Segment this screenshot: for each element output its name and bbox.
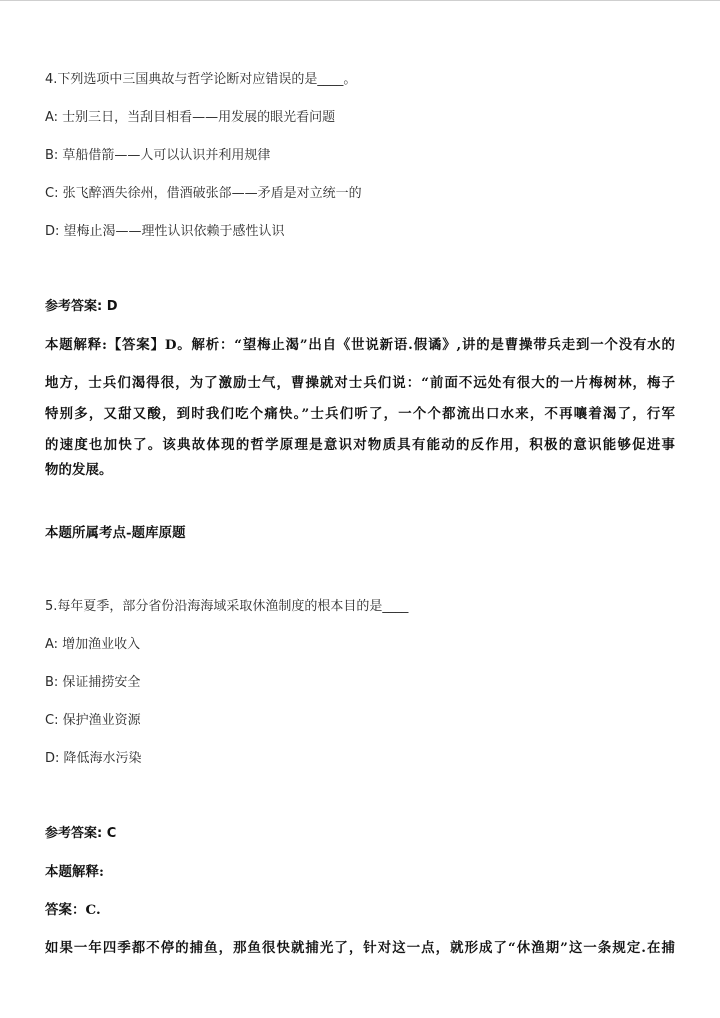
q5-answer: 参考答案: C [45,826,117,841]
q4-question: 4.下列选项中三国典故与哲学论断对应错误的是____。 [45,72,357,87]
q5-explanation-label: 本题解释: [45,864,105,880]
q5-explanation-line-1: 如果一年四季都不停的捕鱼，那鱼很快就捕光了，针对这一点，就形成了“休渔期”这一条规定.在捕 [45,940,675,956]
q4-explanation-line-3: 特别多，又甜又酸，到时我们吃个痛快。”士兵们听了，一个个都流出口水来，不再嚷着渴了，行军 [45,406,675,422]
q5-option-b: B: 保证捕捞安全 [45,675,141,690]
q4-option-a: A: 士别三日，当刮目相看——用发展的眼光看问题 [45,110,336,125]
q4-option-d: D: 望梅止渴——理性认识依赖于感性认识 [45,224,285,239]
q4-explanation-line-2: 地方，士兵们渴得很，为了激励士气，曹操就对士兵们说：“前面不远处有很大的一片梅树林，梅子 [45,375,675,391]
q4-topic: 本题所属考点-题库原题 [45,525,186,541]
q4-answer: 参考答案: D [45,299,118,314]
page-top-border [0,0,720,1]
q4-option-b: B: 草船借箭——人可以认识并利用规律 [45,148,271,163]
q5-option-a: A: 增加渔业收入 [45,637,141,652]
q4-explanation-line-1: 本题解释:【答案】D。解析：“望梅止渴”出自《世说新语.假谲》,讲的是曹操带兵走到一个没有水的 [45,337,675,353]
q5-question: 5.每年夏季，部分省份沿海海域采取休渔制度的根本目的是____ [45,599,409,614]
q4-option-c: C: 张飞醉酒失徐州，借酒破张郃——矛盾是对立统一的 [45,186,362,201]
q4-explanation-line-5: 物的发展。 [45,462,113,478]
q5-option-c: C: 保护渔业资源 [45,713,141,728]
q5-answer-line: 答案：C. [45,902,101,918]
q4-explanation-line-4: 的速度也加快了。该典故体现的哲学原理是意识对物质具有能动的反作用，积极的意识能够促进事 [45,437,675,453]
q5-option-d: D: 降低海水污染 [45,751,142,766]
